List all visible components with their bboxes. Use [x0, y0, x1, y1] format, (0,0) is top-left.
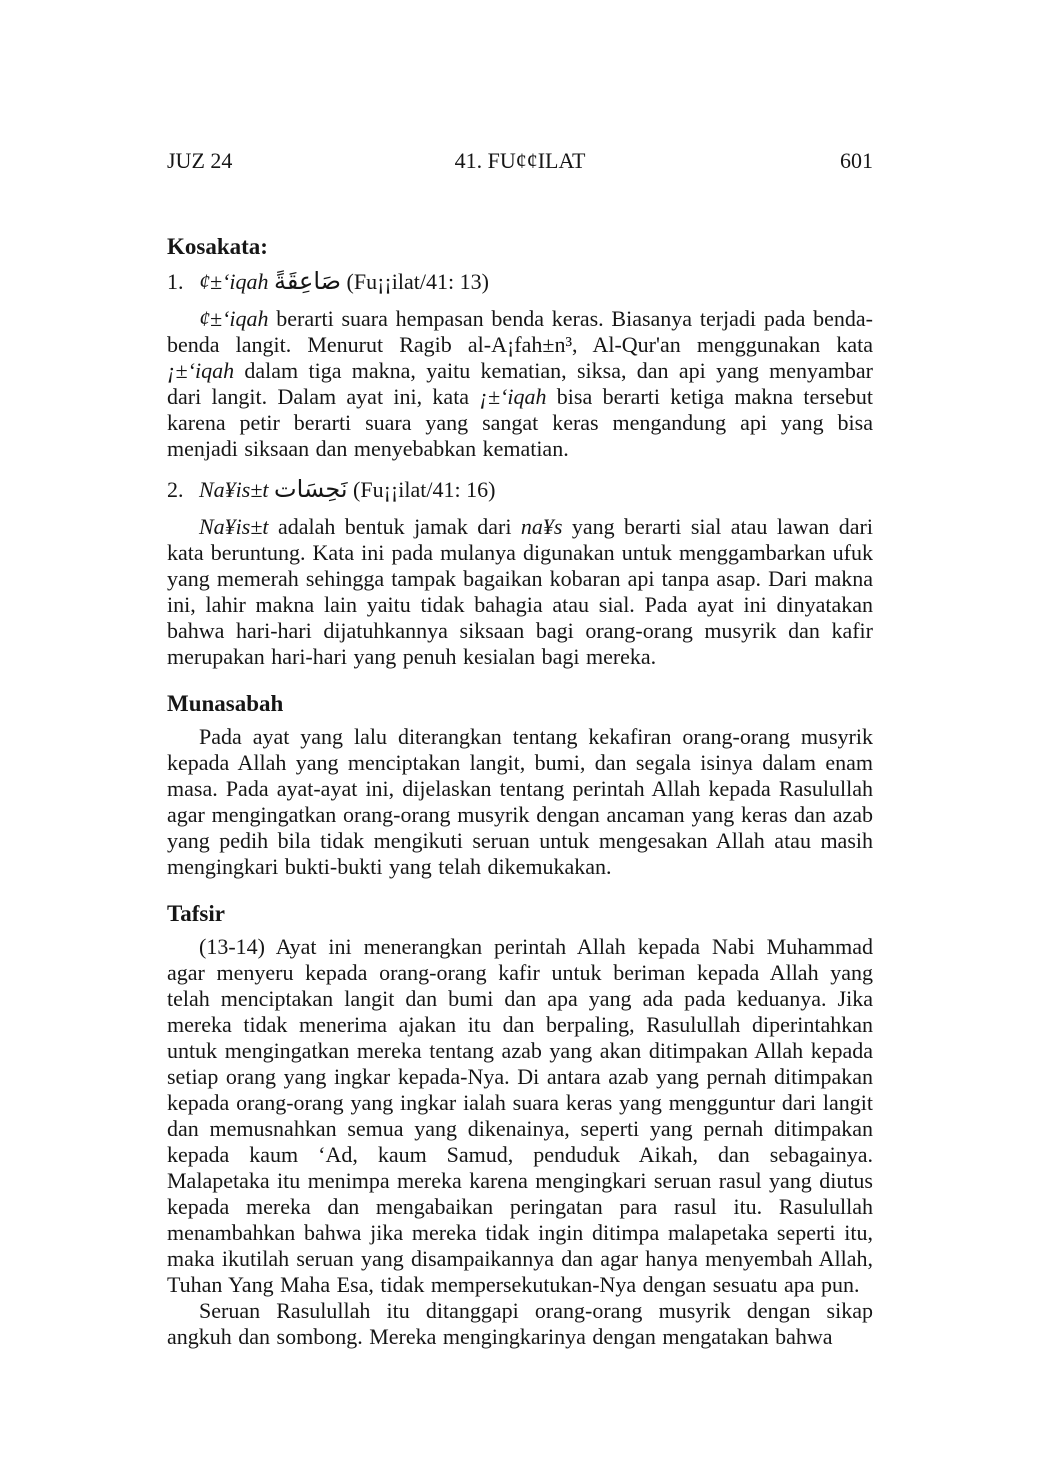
- item-transliteration: ¢±‘iqah: [199, 269, 269, 294]
- kosakata-item-2-paragraph: [167, 514, 873, 670]
- item-number: 2.: [167, 477, 184, 502]
- tafsir-heading: Tafsir: [167, 901, 225, 926]
- kosakata-item-1-paragraph: [167, 306, 873, 462]
- munasabah-paragraph: Pada ayat yang lalu diterangkan tentang kekafiran orang-orang musyrik kepada Allah yang menciptakan langit, bumi, dan segala isinya dalam enam masa. Pada ayat-ayat ini, dijelaskan tentang perintah Allah kepada Rasulullah agar mengingatkan orang-orang musyrik dengan ancaman yang keras dan azab yang pedih bila tidak mengikuti seruan untuk mengesakan Allah atau masih mengingkari bukti-bukti yang telah dikemukakan.: [167, 724, 873, 879]
- page-header: [167, 148, 873, 174]
- translit-term: ¢±‘iqah: [199, 306, 269, 331]
- text-run: bisa berarti ketiga makna tersebut karena petir berarti suara yang sangat keras mengandung api yang bisa menjadi siksaan dan menyebabkan kematian.: [167, 384, 873, 461]
- text-run: berarti suara hempasan benda keras. Biasanya terjadi pada benda-benda langit. Menurut Ragib al-A¡fah±n³, Al-Qur'an menggunakan kata: [167, 306, 873, 357]
- tafsir-section: [167, 901, 873, 1350]
- munasabah-section: [167, 691, 873, 880]
- text-run: dalam tiga makna, yaitu kematian, siksa, dan api yang menyambar dari langit. Dalam ayat ini, kata: [167, 358, 873, 409]
- header-juz-label: JUZ 24: [167, 148, 233, 173]
- kosakata-section: [167, 234, 873, 670]
- tafsir-paragraph-1: (13-14) Ayat ini menerangkan perintah Allah kepada Nabi Muhammad agar menyeru kepada orang-orang kafir untuk beriman kepada Allah yang telah menciptakan langit dan bumi dan apa yang ada pada keduanya. Jika mereka tidak menerima ajakan itu dan berpaling, Rasulullah diperintahkan untuk mengingatkan mereka tentang azab yang akan ditimpakan Allah kepada setiap orang yang ingkar kepada-Nya. Di antara azab yang pernah ditimpakan kepada orang-orang yang ingkar ialah suara keras yang mengguntur dari langit dan memusnahkan semua yang dikenainya, seperti yang pernah ditimpakan kepada kaum ‘Ad, kaum Samud, penduduk Aikah, dan sebagainya. Malapetaka itu menimpa mereka karena mengingkari seruan rasul yang diutus kepada mereka dan mengabaikan peringatan para rasul itu. Rasulullah menambahkan bahwa jika mereka tidak ingin ditimpa malapetaka seperti itu, maka ikutilah seruan yang disampaikannya dan agar hanya menyembah Allah, Tuhan Yang Maha Esa, tidak mempersekutukan-Nya dengan sesuatu apa pun.: [167, 934, 873, 1297]
- header-surah-title: 41. FU¢¢ILAT: [454, 148, 586, 173]
- text-run: adalah bentuk jamak dari: [268, 514, 521, 539]
- translit-term: ¡±‘iqah: [479, 384, 547, 409]
- item-number: 1.: [167, 269, 184, 294]
- kosakata-item-2: [167, 475, 873, 505]
- tafsir-paragraph-2: Seruan Rasulullah itu ditanggapi orang-orang musyrik dengan sikap angkuh dan sombong. Mereka mengingkarinya dengan mengatakan bahwa: [167, 1298, 873, 1349]
- item-arabic-word: نَحِسَات: [274, 475, 348, 503]
- item-reference: (Fu¡¡ilat/41: 16): [353, 477, 496, 502]
- kosakata-item-1: [167, 267, 873, 297]
- translit-term: ¡±‘iqah: [167, 358, 235, 383]
- translit-term: na¥s: [520, 514, 563, 539]
- translit-term: Na¥is±t: [199, 514, 269, 539]
- item-arabic-word: صَاعِقَةً: [274, 267, 342, 295]
- text-run: yang berarti sial atau lawan dari kata beruntung. Kata ini pada mulanya digunakan untuk menggambarkan ufuk yang memerah sehingga tampak bagaikan kobaran api tanpa asap. Dari makna ini, lahir makna lain yaitu tidak bahagia atau sial. Pada ayat ini dinyatakan bahwa hari-hari dijatuhkannya siksaan bagi orang-orang musyrik dan kafir merupakan hari-hari yang penuh kesialan bagi mereka.: [167, 514, 873, 669]
- item-transliteration: Na¥is±t: [199, 477, 269, 502]
- kosakata-heading: Kosakata:: [167, 234, 268, 259]
- header-page-number: 601: [840, 148, 873, 173]
- munasabah-heading: Munasabah: [167, 691, 284, 716]
- item-reference: (Fu¡¡ilat/41: 13): [346, 269, 489, 294]
